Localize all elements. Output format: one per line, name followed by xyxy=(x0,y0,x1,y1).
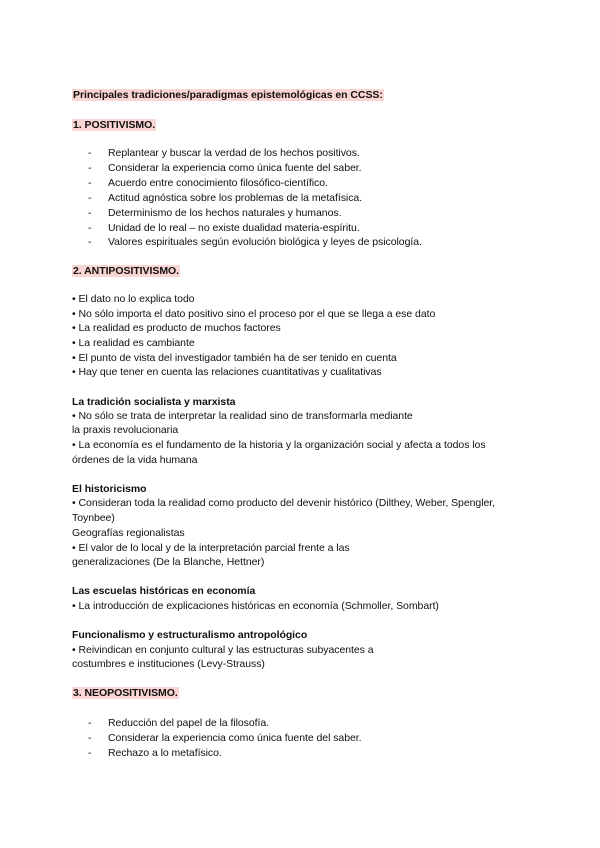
heading-neopositivismo-text: 3. NEOPOSITIVISMO. xyxy=(73,687,178,699)
subheading-socialista: La tradición socialista y marxista xyxy=(72,396,236,408)
list-item: Actitud agnóstica sobre los problemas de la metafísica. xyxy=(108,192,363,204)
paragraph-line: • Reivindican en conjunto cultural y las estructuras subyacentes a xyxy=(72,644,374,656)
list-dash: - xyxy=(88,147,92,159)
list-item: Valores espirituales según evolución biológica y leyes de psicología. xyxy=(108,236,422,248)
section-heading-neopositivismo xyxy=(72,687,179,700)
list-dash: - xyxy=(88,747,92,759)
heading-positivismo-text: 1. POSITIVISMO. xyxy=(73,119,156,131)
paragraph-line: • No sólo se trata de interpretar la realidad sino de transformarla mediante xyxy=(72,410,413,422)
subheading-historicismo: El historicismo xyxy=(72,483,147,495)
paragraph-line: generalizaciones (De la Blanche, Hettner) xyxy=(72,556,265,568)
paragraph-line: la praxis revolucionaria xyxy=(72,424,179,436)
list-item: Reducción del papel de la filosofía. xyxy=(108,717,270,729)
paragraph-line: • La introducción de explicaciones históricas en economía (Schmoller, Sombart) xyxy=(72,600,439,612)
list-item: • La realidad es cambiante xyxy=(72,337,195,349)
subheading-escuelas: Las escuelas históricas en economía xyxy=(72,585,256,597)
subheading-funcionalismo: Funcionalismo y estructuralismo antropológico xyxy=(72,629,308,641)
paragraph-line: Geografías regionalistas xyxy=(72,527,185,539)
paragraph-line: costumbres e instituciones (Levy-Strauss) xyxy=(72,658,265,670)
list-item: Acuerdo entre conocimiento filosófico-científico. xyxy=(108,177,328,189)
list-item: • No sólo importa el dato positivo sino el proceso por el que se llega a ese dato xyxy=(72,308,436,320)
paragraph-line: • Consideran toda la realidad como producto del devenir histórico (Dilthey, Weber, Spengler, xyxy=(72,497,496,509)
paragraph-line: • La economía es el fundamento de la historia y la organización social y afecta a todos los xyxy=(72,439,486,451)
list-dash: - xyxy=(88,236,92,248)
page-title xyxy=(72,89,384,102)
list-item: • La realidad es producto de muchos factores xyxy=(72,322,281,334)
title-highlight: Principales tradiciones/paradigmas epistemológicas en CCSS: xyxy=(73,89,383,101)
list-dash: - xyxy=(88,192,92,204)
list-item: • Hay que tener en cuenta las relaciones cuantitativas y cualitativas xyxy=(72,366,382,378)
paragraph-line: • El valor de lo local y de la interpretación parcial frente a las xyxy=(72,542,350,554)
list-dash: - xyxy=(88,732,92,744)
list-dash: - xyxy=(88,717,92,729)
list-item: • El dato no lo explica todo xyxy=(72,293,195,305)
list-item: Considerar la experiencia como única fuente del saber. xyxy=(108,162,362,174)
list-dash: - xyxy=(88,162,92,174)
section-heading-antipositivismo xyxy=(72,265,180,278)
list-dash: - xyxy=(88,222,92,234)
list-item: Considerar la experiencia como única fuente del saber. xyxy=(108,732,362,744)
list-item: Determinismo de los hechos naturales y humanos. xyxy=(108,207,342,219)
paragraph-line: Toynbee) xyxy=(72,512,115,524)
heading-antipositivismo-text: 2. ANTIPOSITIVISMO. xyxy=(73,265,180,277)
list-item: Replantear y buscar la verdad de los hechos positivos. xyxy=(108,147,360,159)
list-item: • El punto de vista del investigador también ha de ser tenido en cuenta xyxy=(72,352,397,364)
list-dash: - xyxy=(88,177,92,189)
list-item: Unidad de lo real – no existe dualidad materia-espíritu. xyxy=(108,222,360,234)
list-item: Rechazo a lo metafísico. xyxy=(108,747,222,759)
list-dash: - xyxy=(88,207,92,219)
paragraph-line: órdenes de la vida humana xyxy=(72,454,198,466)
section-heading-positivismo xyxy=(72,119,156,132)
